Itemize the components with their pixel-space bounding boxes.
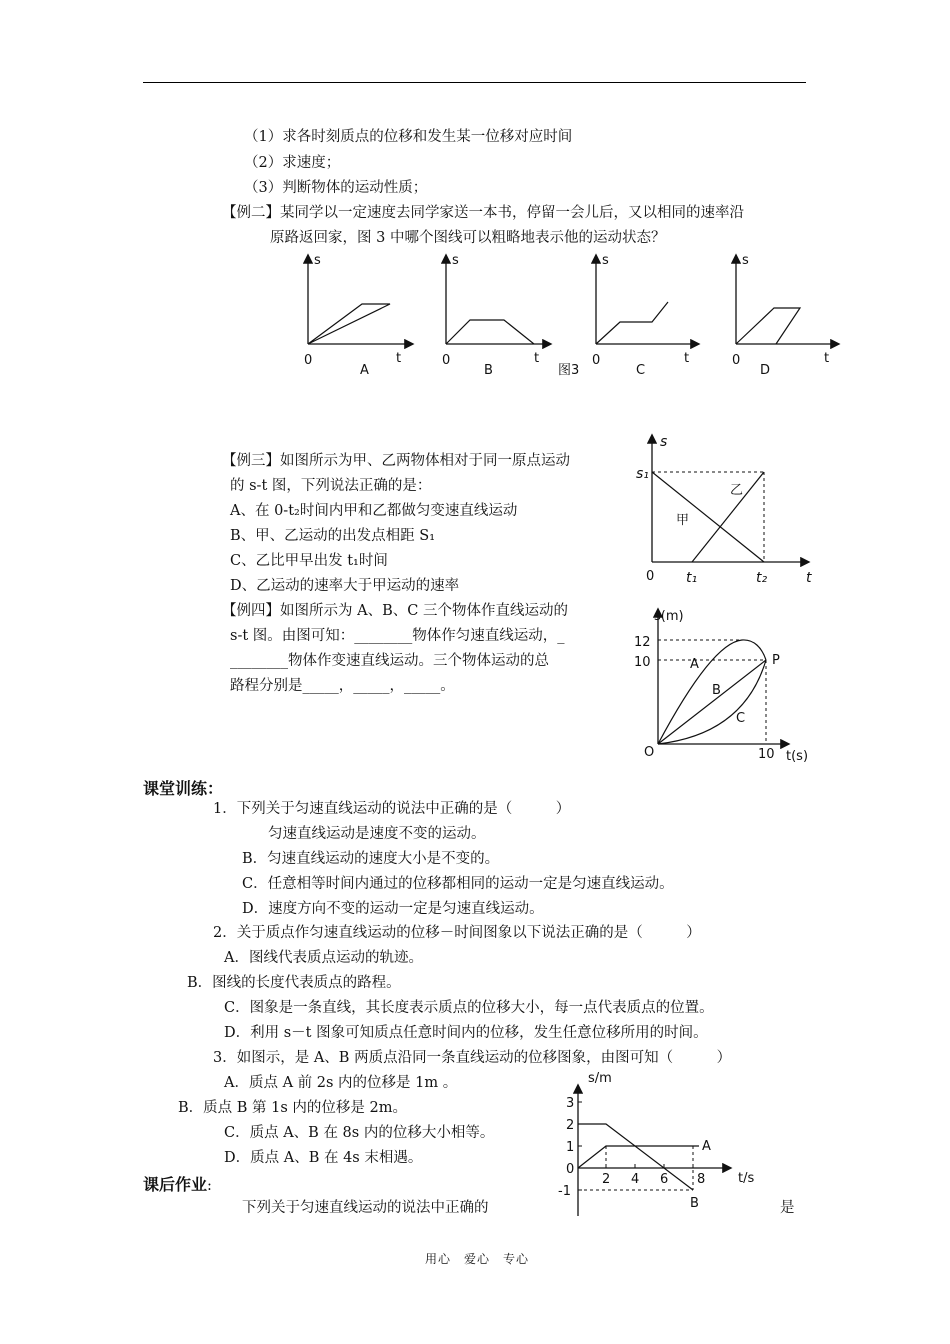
ex3-t2-label: t₂	[756, 570, 768, 586]
q3-xtick-6: 6	[660, 1172, 669, 1187]
graph-c-s: s	[602, 253, 609, 268]
graph-a	[304, 253, 412, 378]
figure3-caption: 图3	[558, 363, 580, 378]
intro-item-3: （3）判断物体的运动性质；	[244, 180, 428, 196]
q3-xtick-4: 4	[631, 1172, 640, 1187]
ex4-x10: 10	[758, 747, 775, 762]
ex3-s-label: s	[660, 434, 668, 450]
example3-line2: 的 s-t 图，下列说法正确的是：	[230, 478, 432, 494]
intro-item-2: （2）求速度；	[244, 155, 341, 171]
q3-xtick-2: 2	[602, 1172, 611, 1187]
graph-a-t: t	[396, 351, 402, 366]
q1-option-1: 匀速直线运动是速度不变的运动。	[268, 826, 486, 842]
graph-c-t: t	[684, 351, 690, 366]
ex3-s1-label: s₁	[636, 466, 649, 482]
q1-option-d: D．速度方向不变的运动一定是匀速直线运动。	[242, 901, 544, 917]
ex4-y10: 10	[634, 655, 651, 670]
q3-a-label: A	[702, 1139, 711, 1154]
homework-line: 下列关于匀速直线运动的说法中正确的	[242, 1200, 489, 1216]
example4-line1: 【例四】如图所示为 A、B、C 三个物体作直线运动的	[222, 603, 568, 619]
q3-option-a: A．质点 A 前 2s 内的位移是 1m 。	[224, 1075, 458, 1091]
example4-line4: 路程分别是_____，_____，_____。	[230, 678, 455, 694]
example3-option-b: B、甲、乙运动的出发点相距 S₁	[230, 528, 436, 544]
graph-d	[732, 253, 838, 378]
q2-stem: 2．关于质点作匀速直线运动的位移－时间图象以下说法正确的是（ ）	[213, 925, 701, 941]
graph-b-origin: 0	[442, 353, 451, 368]
ex4-p-label: P	[772, 653, 780, 668]
graph-b-t: t	[534, 351, 540, 366]
example3-figure	[630, 430, 820, 590]
q3-xtick-8: 8	[697, 1172, 706, 1187]
classroom-heading: 课堂训练：	[143, 779, 224, 798]
graph-b	[442, 253, 550, 378]
ex3-yi-label: 乙	[730, 483, 744, 498]
example2-figure	[290, 248, 850, 388]
example3-line1: 【例三】如图所示为甲、乙两物体相对于同一原点运动	[222, 453, 570, 469]
graph-c-label: C	[636, 363, 646, 378]
q3-y-label: s/m	[588, 1071, 612, 1086]
ex4-y12: 12	[634, 635, 651, 650]
page-footer: 用心 爱心 专心	[425, 1252, 530, 1266]
example3-option-c: C、乙比甲早出发 t₁时间	[230, 553, 388, 569]
graph-d-label: D	[760, 363, 771, 378]
q1-option-c: C．任意相等时间内通过的位移都相同的运动一定是匀速直线运动。	[242, 876, 674, 892]
graph-b-label: B	[484, 363, 493, 378]
ex3-t1-label: t₁	[686, 570, 698, 586]
homework-heading-row	[143, 1172, 212, 1196]
q3-option-d: D．质点 A、B 在 4s 末相遇。	[224, 1150, 423, 1166]
q2-option-a: A．图线代表质点运动的轨迹。	[224, 950, 423, 966]
graph-d-origin: 0	[732, 353, 741, 368]
graph-a-label: A	[360, 363, 369, 378]
example4-figure	[630, 604, 820, 768]
homework-tail: 是	[780, 1200, 795, 1216]
graph-a-s: s	[314, 253, 321, 268]
q1-option-b: B．匀速直线运动的速度大小是不变的。	[242, 851, 500, 867]
q3-option-b: B．质点 B 第 1s 内的位移是 2m。	[178, 1100, 407, 1116]
ex3-jia-label: 甲	[676, 513, 690, 528]
ex4-a-label: A	[690, 657, 699, 672]
ex4-y-label: s(m)	[654, 609, 684, 624]
ex4-origin: O	[644, 745, 655, 760]
q3-b-label: B	[690, 1196, 699, 1211]
graph-d-s: s	[742, 253, 749, 268]
homework-colon: :	[207, 1178, 212, 1194]
intro-item-1: （1）求各时刻质点的位移和发生某一位移对应时间	[244, 129, 573, 145]
q2-option-b: B．图线的长度代表质点的路程。	[187, 975, 401, 991]
q3-ytick-0: 0	[566, 1162, 575, 1177]
q3-stem: 3．如图示，是 A、B 两质点沿同一条直线运动的位移图象，由图可知（ ）	[213, 1050, 732, 1066]
graph-d-t: t	[824, 351, 830, 366]
q3-option-c: C．质点 A、B 在 8s 内的位移大小相等。	[224, 1125, 495, 1141]
q3-ytick-1: 1	[566, 1140, 575, 1155]
ex4-c-label: C	[736, 711, 746, 726]
ex3-origin: 0	[646, 569, 655, 584]
ex4-x-label: t(s)	[786, 749, 809, 764]
homework-heading: 课后作业	[143, 1175, 208, 1194]
example2-line2: 原路返回家，图 3 中哪个图线可以粗略地表示他的运动状态？	[270, 230, 666, 246]
graph-a-origin: 0	[304, 353, 313, 368]
q1-stem: 1．下列关于匀速直线运动的说法中正确的是（ ）	[213, 801, 571, 817]
example3-option-a: A、在 0-t₂时间内甲和乙都做匀变速直线运动	[230, 503, 518, 519]
ex4-b-label: B	[712, 683, 721, 698]
q3-ytick-3: 3	[566, 1096, 575, 1111]
q3-ytick-neg1: -1	[558, 1184, 571, 1199]
q2-option-d: D．利用 s－t 图象可知质点任意时间内的位移，发生任意位移所用的时间。	[224, 1025, 708, 1041]
example2-line1: 【例二】某同学以一定速度去同学家送一本书，停留一会儿后，又以相同的速率沿	[222, 205, 744, 221]
example3-option-d: D、乙运动的速率大于甲运动的速率	[230, 578, 460, 594]
graph-b-s: s	[452, 253, 459, 268]
graph-c	[592, 253, 698, 378]
header-rule	[143, 82, 806, 83]
q3-figure	[554, 1070, 774, 1220]
graph-c-origin: 0	[592, 353, 601, 368]
q3-x-label: t/s	[738, 1171, 755, 1186]
ex3-t-label: t	[806, 570, 812, 586]
q2-option-c: C．图象是一条直线，其长度表示质点的位移大小，每一点代表质点的位置。	[224, 1000, 714, 1016]
q3-ytick-2: 2	[566, 1118, 575, 1133]
example4-line2: s-t 图。由图可知：________物体作匀速直线运动，_	[230, 628, 565, 644]
example4-line3: ________物体作变速直线运动。三个物体运动的总	[230, 653, 549, 669]
